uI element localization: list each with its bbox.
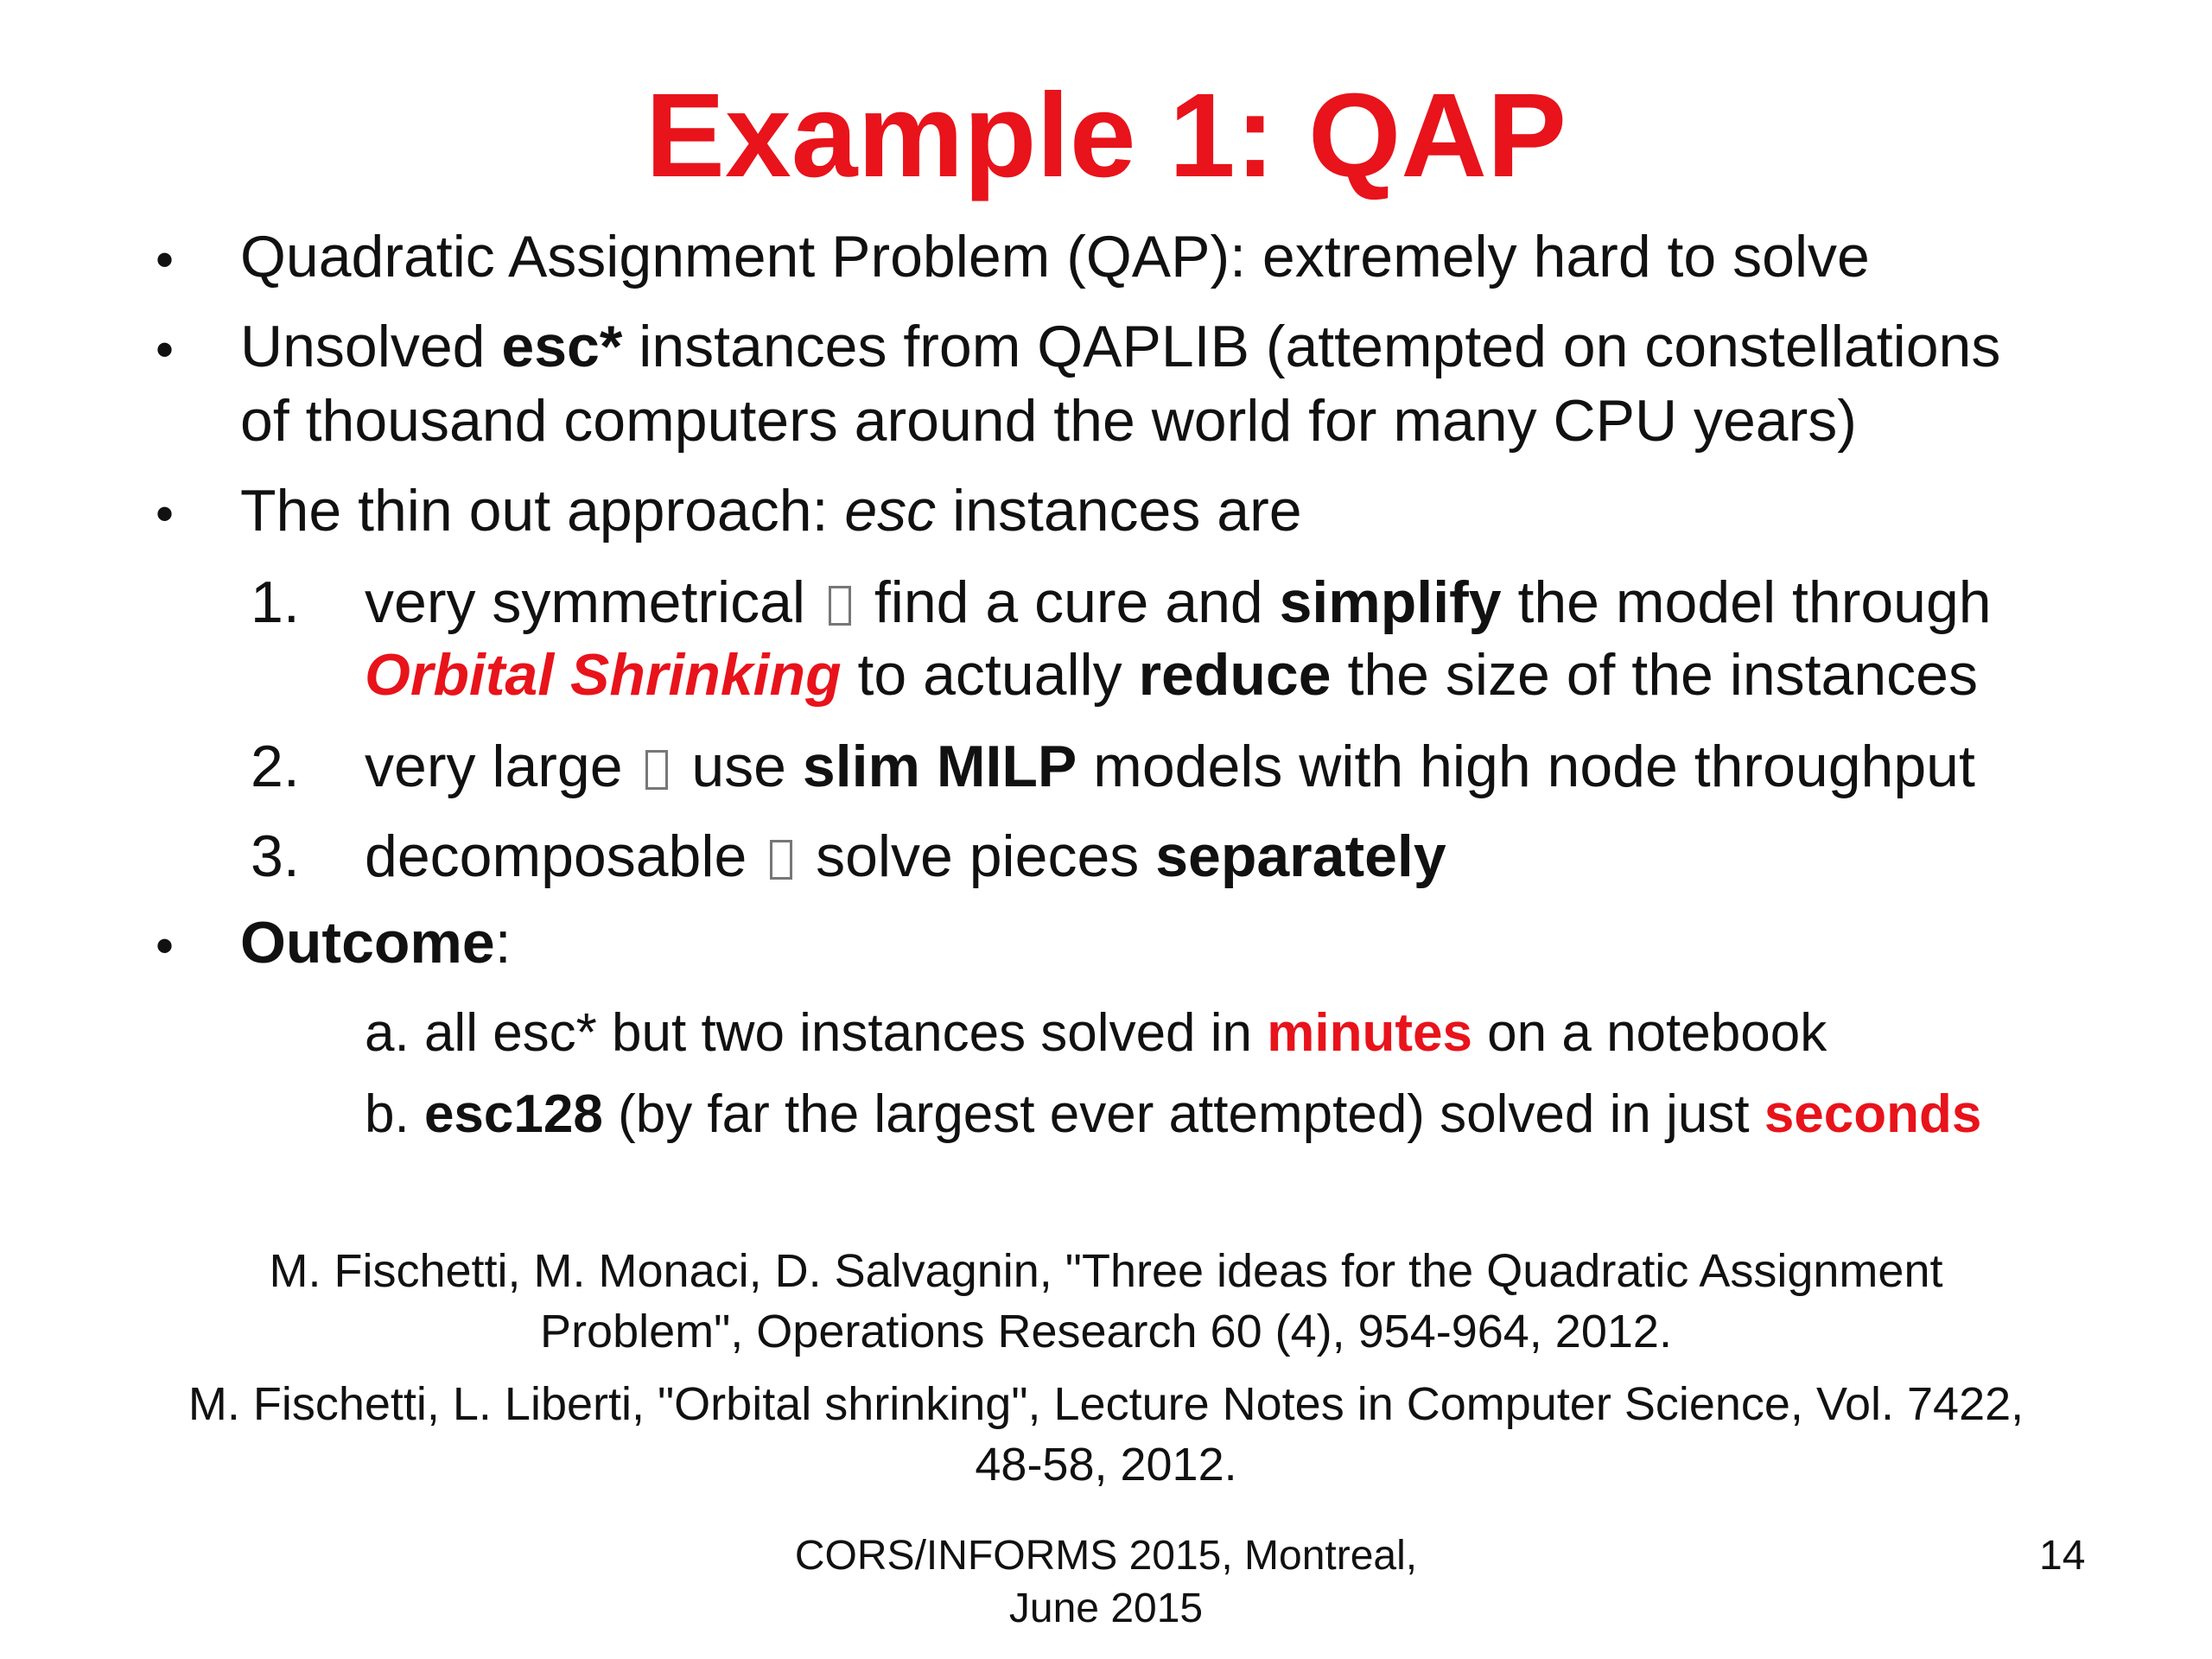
- bullet-unsolved-instances: [240, 313, 2000, 380]
- bullet-outcome: [240, 909, 512, 976]
- item-text: to actually: [841, 642, 1139, 708]
- numbered-item-large: [365, 733, 1975, 800]
- outcome-label: b.: [365, 1084, 410, 1144]
- bullet-text: of thousand computers around the world for many CPU years): [240, 388, 1857, 454]
- item-text: very large: [365, 734, 639, 799]
- outcome-label: a.: [365, 1003, 410, 1063]
- numbered-item-symmetrical: [365, 569, 1992, 636]
- list-number: 2.: [251, 734, 300, 799]
- bullet-text: :: [494, 910, 512, 976]
- reference-line: Problem", Operations Research 60 (4), 954-964, 2012.: [540, 1306, 1672, 1358]
- slide-footer: [778, 1529, 1434, 1636]
- reference-fischetti-monaci-salvagnin: [0, 1241, 2212, 1362]
- outcome-text: on a notebook: [1471, 1003, 1827, 1063]
- bullet-text: instances are: [936, 478, 1302, 543]
- bullet-text: Quadratic Assignment Problem (QAP): extremely hard to solve: [240, 224, 1870, 289]
- missing-glyph-box-icon: [770, 840, 792, 880]
- item-bold-text: simplify: [1279, 569, 1502, 635]
- missing-glyph-box-icon: [645, 750, 668, 790]
- outcome-bold-text: esc128: [423, 1084, 603, 1144]
- bullet-italic-text: esc: [844, 478, 937, 543]
- bullet-qap-definition: [240, 223, 1870, 290]
- numbered-item-decomposable: [365, 823, 1446, 890]
- bullet-thin-out-approach: [240, 477, 1302, 544]
- item-text: very symmetrical: [365, 569, 822, 635]
- outcome-red-emphasis: seconds: [1764, 1084, 1982, 1144]
- item-bold-text: separately: [1155, 823, 1446, 889]
- item-text: the size of the instances: [1331, 642, 1978, 708]
- footer-line: CORS/INFORMS 2015, Montreal,: [794, 1533, 1418, 1579]
- slide-title: Example 1: QAP: [645, 69, 1567, 202]
- item-bold-text: slim MILP: [802, 734, 1077, 799]
- bullet-bold-text: esc*: [501, 314, 623, 379]
- bullet-bold-text: Outcome: [240, 910, 495, 976]
- bullet-text: The thin out approach:: [240, 478, 845, 543]
- item-text: decomposable: [365, 823, 764, 889]
- bullet-marker: •: [156, 321, 175, 378]
- bullet-unsolved-instances-line2: [240, 387, 1857, 454]
- outcome-text: all esc* but two instances solved in: [409, 1003, 1268, 1063]
- orbital-shrinking-emphasis: Orbital Shrinking: [365, 642, 842, 708]
- bullet-marker: •: [156, 917, 175, 975]
- reference-line: 48-58, 2012.: [975, 1439, 1237, 1491]
- bullet-text: Unsolved: [240, 314, 502, 379]
- outcome-red-emphasis: minutes: [1267, 1003, 1472, 1063]
- item-text: use: [675, 734, 803, 799]
- outcome-text: (by far the largest ever attempted) solved in just: [602, 1084, 1764, 1144]
- bullet-marker: •: [156, 485, 175, 543]
- reference-line: M. Fischetti, L. Liberti, "Orbital shrinking", Lecture Notes in Computer Science, Vol. 7422,: [188, 1378, 2024, 1430]
- list-number: 3.: [251, 823, 300, 889]
- item-text: the model through: [1501, 569, 1992, 635]
- item-text: find a cure and: [857, 569, 1280, 635]
- item-text: solve pieces: [799, 823, 1156, 889]
- outcome-item-a: [365, 1002, 1827, 1064]
- bullet-marker: •: [156, 231, 175, 289]
- numbered-item-symmetrical-line2: [365, 641, 1978, 709]
- reference-line: M. Fischetti, M. Monaci, D. Salvagnin, "Three ideas for the Quadratic Assignment: [269, 1245, 1943, 1297]
- outcome-item-b: [365, 1084, 1981, 1145]
- missing-glyph-box-icon: [829, 586, 851, 626]
- reference-fischetti-liberti: [0, 1374, 2212, 1495]
- item-text: models with high node throughput: [1077, 734, 1975, 799]
- page-number: 14: [2039, 1533, 2086, 1579]
- bullet-text: instances from QAPLIB (attempted on constellations: [622, 314, 2001, 379]
- footer-line: June 2015: [1008, 1586, 1204, 1632]
- list-number: 1.: [251, 569, 300, 635]
- item-bold-text: reduce: [1138, 642, 1332, 708]
